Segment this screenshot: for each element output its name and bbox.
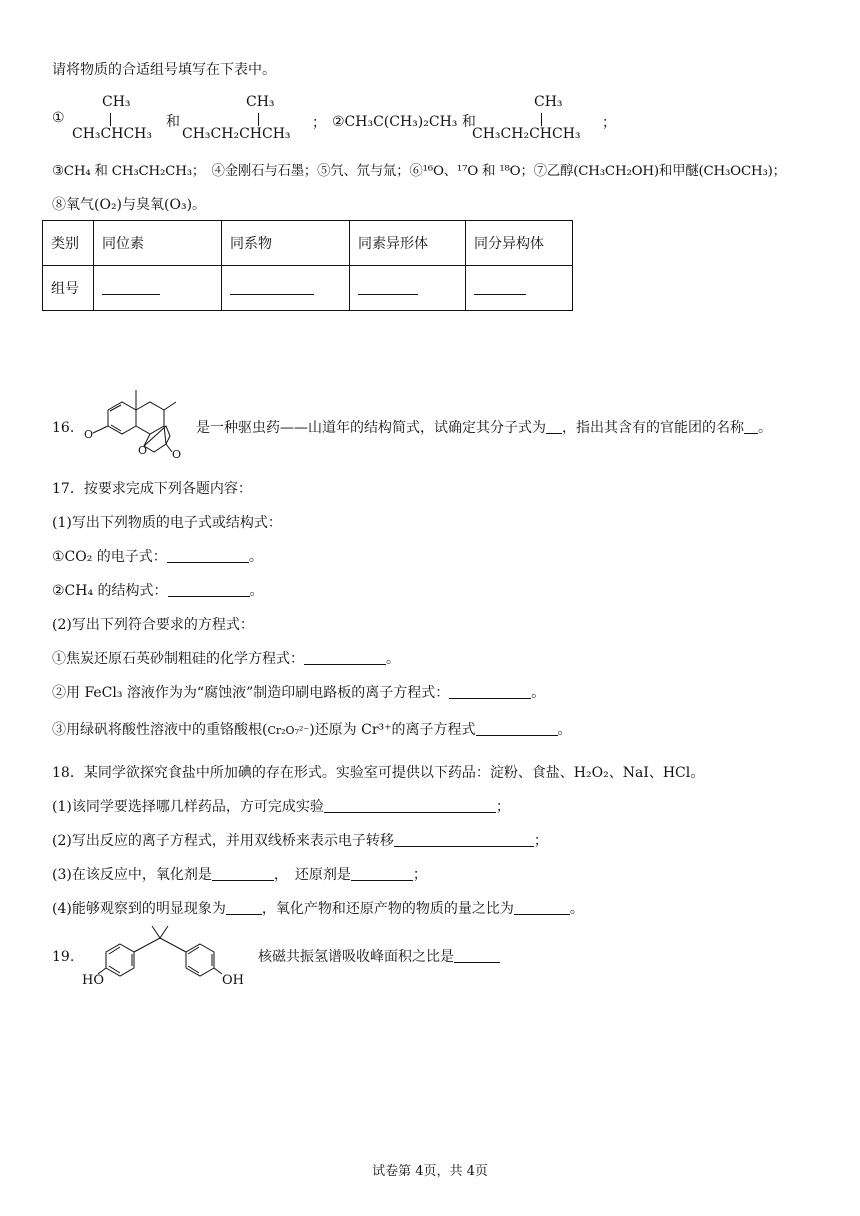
bisphenol-structure-image bbox=[80, 922, 250, 994]
prompt: ②用 FeCl₃ 溶液作为为“腐蚀液”制造印刷电路板的离子方程式： bbox=[52, 685, 450, 701]
prompt: )还原为 Cr³⁺的离子方程式 bbox=[309, 722, 476, 738]
table-header-row bbox=[43, 221, 573, 266]
q17-item-a bbox=[52, 547, 263, 567]
bond-line bbox=[258, 113, 259, 126]
answer-blank[interactable] bbox=[212, 866, 274, 881]
q16-text bbox=[196, 418, 772, 438]
punctuation: 。 bbox=[248, 549, 263, 565]
prompt: ②CH₄ 的结构式： bbox=[52, 583, 168, 599]
bond-line bbox=[541, 113, 542, 126]
answer-blank[interactable] bbox=[546, 419, 562, 434]
q18-item-d bbox=[52, 899, 584, 919]
answer-blank[interactable] bbox=[449, 684, 531, 699]
and-text: 和 bbox=[166, 114, 180, 130]
q18-title: 18．某同学欲探究食盐中所加碘的存在形式。实验室可提供以下药品：淀粉、食盐、H₂O₂、NaI、HCl。 bbox=[52, 765, 705, 781]
q15-items-line-2: ⑧氧气(O₂)与臭氧(O₃)。 bbox=[52, 197, 207, 213]
answer-blank[interactable] bbox=[168, 582, 250, 597]
prompt: ，氧化产物和还原产物的物质的量之比为 bbox=[261, 901, 514, 917]
punctuation: ； bbox=[412, 867, 427, 883]
struct-1a-chain: CH₃CHCH₃ bbox=[72, 126, 152, 142]
punctuation: ； bbox=[533, 833, 548, 849]
answer-blank[interactable] bbox=[304, 650, 386, 665]
prompt: ①焦炭还原石英砂制粗硅的化学方程式： bbox=[52, 651, 304, 667]
dichromate-ion: Cr₂O₇²⁻ bbox=[267, 724, 310, 737]
q16-number: 16. bbox=[52, 420, 75, 436]
q18-item-c bbox=[52, 865, 427, 885]
prompt: ③用绿矾将酸性溶液中的重铬酸根( bbox=[52, 722, 268, 738]
q16-prompt-2: ，指出其含有的官能团的名称 bbox=[562, 420, 744, 436]
oxygen-label: O bbox=[84, 428, 94, 441]
answer-blank[interactable] bbox=[744, 419, 758, 434]
table-row-label: 组号 bbox=[43, 266, 94, 311]
q17-title: 17．按要求完成下列各题内容： bbox=[52, 481, 252, 497]
answer-blank[interactable] bbox=[351, 866, 413, 881]
santonin-structure-image bbox=[80, 378, 192, 458]
prompt: ①CO₂ 的电子式： bbox=[52, 549, 167, 565]
punctuation: 。 bbox=[758, 420, 772, 436]
q15-items-line: ③CH₄ 和 CH₃CH₂CH₃； ④金刚石与石墨；⑤氕、氘与氚；⑥¹⁶O、¹⁷O 和 ¹⁸O；⑦乙醇(CH₃CH₂OH)和甲醚(CH₃OCH₃)； bbox=[52, 164, 786, 179]
answer-blank[interactable] bbox=[324, 798, 496, 813]
struct-1b-methyl: CH₃ bbox=[246, 94, 275, 110]
answer-blank[interactable] bbox=[226, 900, 262, 915]
answer-cell[interactable] bbox=[350, 266, 466, 311]
answer-cell[interactable] bbox=[466, 266, 573, 311]
page-footer: 试卷第 4页，共 4页 bbox=[372, 1164, 488, 1179]
q18-item-b bbox=[52, 831, 548, 851]
prompt: (2)写出反应的离子方程式，并用双线桥来表示电子转移 bbox=[52, 833, 394, 849]
q16-prompt: 是一种驱虫药——山道年的结构简式，试确定其分子式为 bbox=[196, 420, 546, 436]
prompt: (1)该同学要选择哪几样药品，方可完成实验 bbox=[52, 799, 324, 815]
item-number-1: ① bbox=[52, 110, 65, 126]
punctuation: 。 bbox=[386, 651, 400, 667]
answer-cell[interactable] bbox=[94, 266, 222, 311]
punctuation: ； bbox=[495, 799, 510, 815]
oxygen-label: O bbox=[172, 448, 182, 458]
punctuation: 。 bbox=[557, 722, 572, 738]
prompt: ， 还原剂是 bbox=[273, 867, 351, 883]
answer-blank[interactable] bbox=[394, 832, 534, 847]
table-header-cell: 类别 bbox=[43, 221, 94, 266]
q17-part-2: (2)写出下列符合要求的方程式： bbox=[52, 617, 254, 633]
answer-blank[interactable] bbox=[514, 900, 570, 915]
q17-item-c bbox=[52, 649, 400, 669]
table-row bbox=[43, 266, 573, 311]
intro-text: 请将物质的合适组号填写在下表中。 bbox=[52, 62, 276, 78]
q17-part-1: (1)写出下列物质的电子式或结构式： bbox=[52, 515, 282, 531]
answer-blank[interactable] bbox=[454, 948, 500, 963]
struct-1a-methyl: CH₃ bbox=[102, 94, 131, 110]
hydroxyl-label: OH bbox=[222, 973, 244, 988]
table-header-cell: 同系物 bbox=[222, 221, 350, 266]
answer-blank[interactable] bbox=[167, 548, 249, 563]
punctuation: 。 bbox=[249, 583, 264, 599]
q18-item-a bbox=[52, 797, 510, 817]
bond-line bbox=[110, 113, 111, 126]
separator: ； bbox=[312, 115, 326, 131]
separator: ； bbox=[602, 115, 616, 131]
answer-blank[interactable] bbox=[476, 721, 558, 736]
struct-2-chain: CH₃CH₂CHCH₃ bbox=[472, 126, 581, 142]
table-header-cell: 同分异构体 bbox=[466, 221, 573, 266]
q17-item-d bbox=[52, 683, 545, 703]
struct-1b-chain: CH₃CH₂CHCH₃ bbox=[182, 126, 291, 142]
item-2-text: ②CH₃C(CH₃)₂CH₃ 和 bbox=[332, 114, 476, 130]
q19-text bbox=[258, 947, 500, 967]
prompt: 核磁共振氢谱吸收峰面积之比是 bbox=[258, 949, 454, 965]
q17-item-e bbox=[52, 720, 572, 741]
punctuation: 。 bbox=[569, 901, 584, 917]
hydroxyl-label: HO bbox=[82, 973, 104, 988]
table-header-cell: 同素异形体 bbox=[350, 221, 466, 266]
answer-table bbox=[42, 220, 573, 311]
struct-2-methyl: CH₃ bbox=[534, 94, 563, 110]
oxygen-label: O bbox=[138, 444, 148, 457]
prompt: (3)在该反应中，氧化剂是 bbox=[52, 867, 212, 883]
prompt: (4)能够观察到的明显现象为 bbox=[52, 901, 226, 917]
table-header-cell: 同位素 bbox=[94, 221, 222, 266]
q19-number: 19. bbox=[52, 949, 75, 965]
q17-item-b bbox=[52, 581, 264, 601]
punctuation: 。 bbox=[531, 685, 546, 701]
answer-cell[interactable] bbox=[222, 266, 350, 311]
